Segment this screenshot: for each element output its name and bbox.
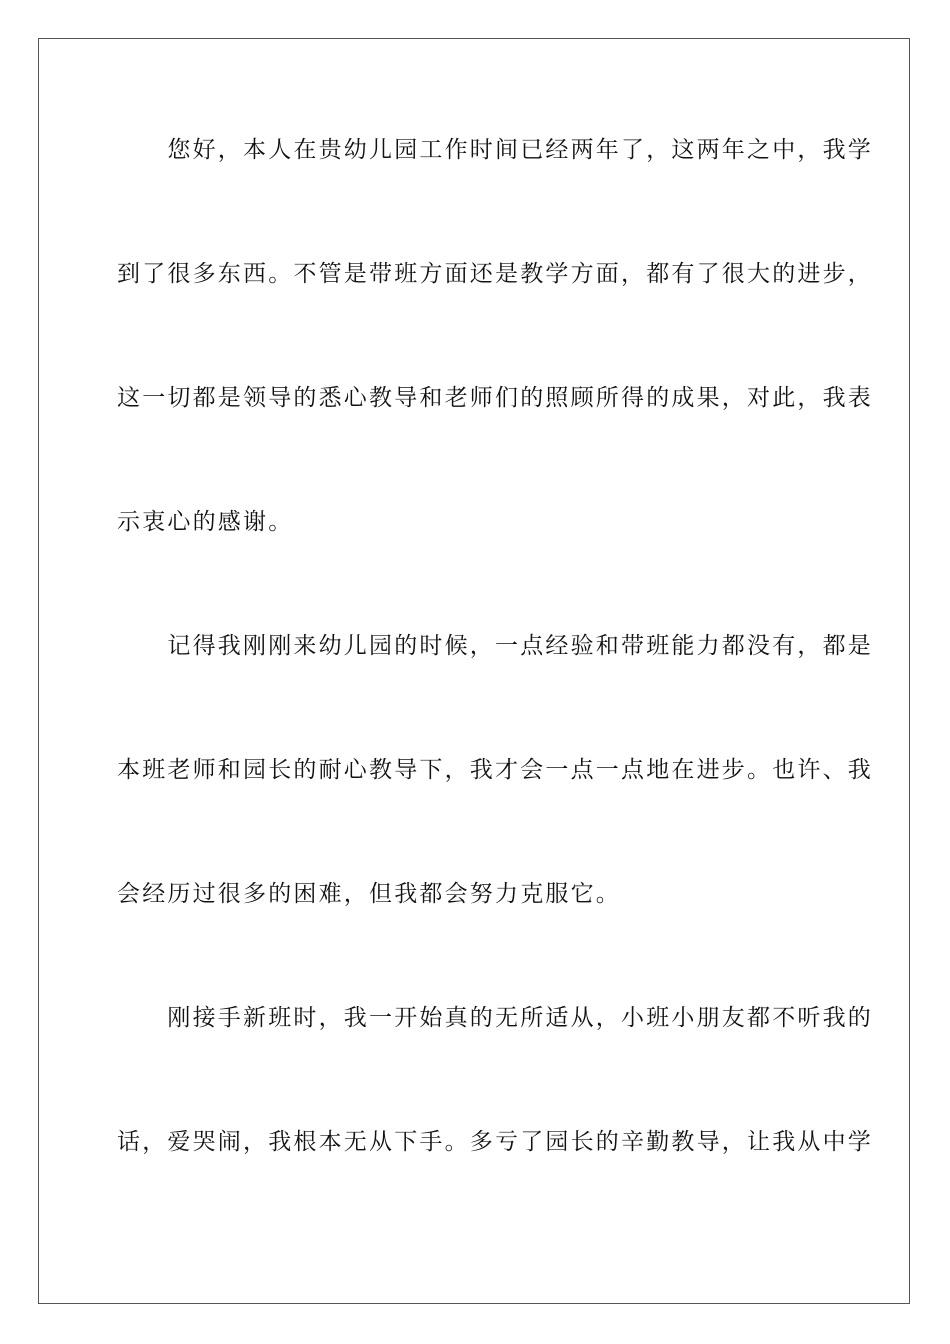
text-line: 您好，本人在贵幼儿园工作时间已经两年了，这两年之中，我学: [117, 137, 873, 163]
text-line: 本班老师和园长的耐心教导下，我才会一点一点地在进步。也许、我: [117, 757, 873, 783]
text-line: 会经历过很多的困难，但我都会努力克服它。: [117, 881, 621, 907]
page-frame: [38, 38, 910, 1304]
text-line: 记得我刚刚来幼儿园的时候，一点经验和带班能力都没有，都是: [117, 633, 873, 659]
text-line: 到了很多东西。不管是带班方面还是教学方面，都有了很大的进步，: [117, 261, 873, 287]
text-line: 示衷心的感谢。: [117, 509, 294, 535]
text-line: 刚接手新班时，我一开始真的无所适从，小班小朋友都不听我的: [117, 1005, 873, 1031]
text-line: 这一切都是领导的悉心教导和老师们的照顾所得的成果，对此，我表: [117, 385, 873, 411]
text-line: 话，爱哭闹，我根本无从下手。多亏了园长的辛勤教导，让我从中学: [117, 1129, 873, 1155]
